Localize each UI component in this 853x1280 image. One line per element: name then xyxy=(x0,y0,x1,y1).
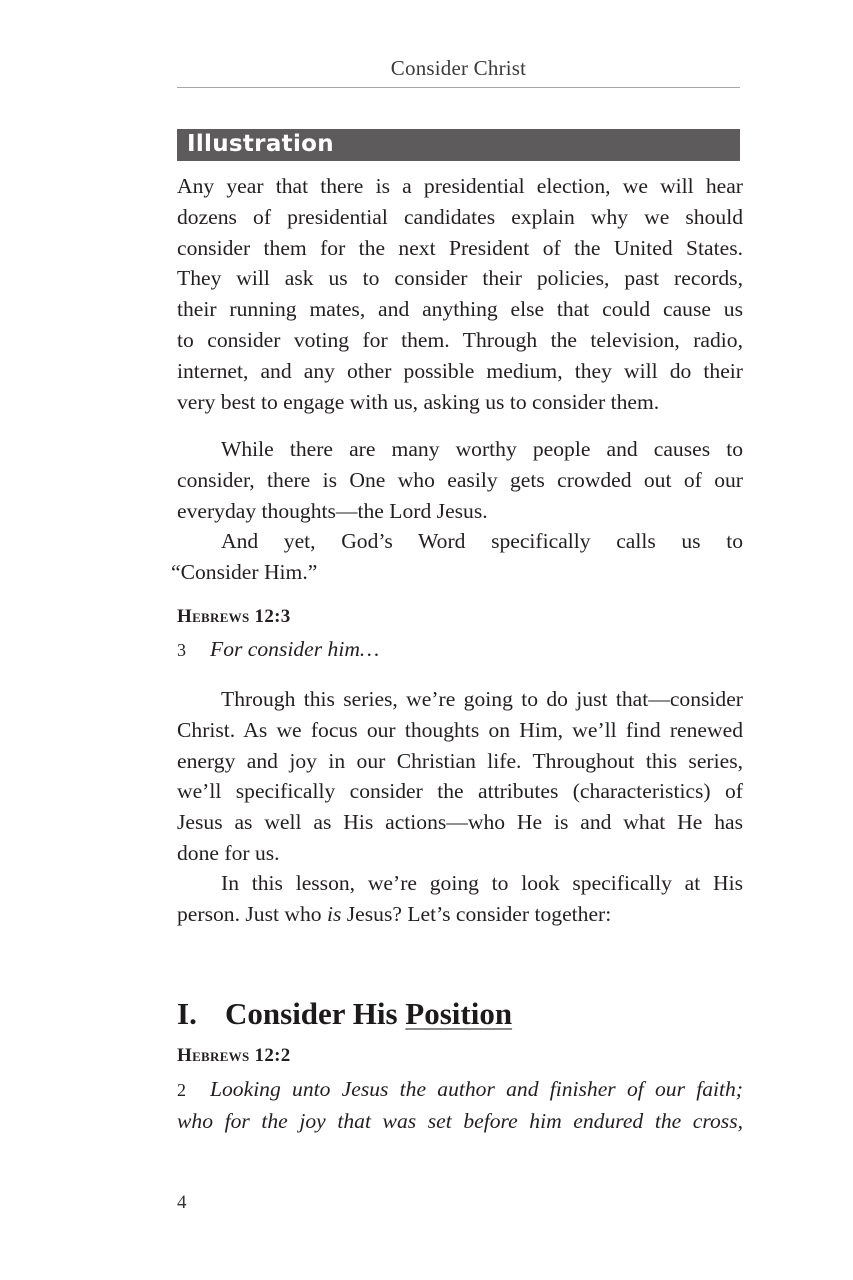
section-title: Consider His xyxy=(225,996,406,1031)
running-head: Consider Christ xyxy=(390,56,527,80)
verse-text: For consider him… xyxy=(210,637,380,661)
text-line: “Consider Him.” xyxy=(171,559,318,584)
text-line xyxy=(177,1074,743,1106)
illustration-banner xyxy=(177,129,740,161)
text-fragment: Jesus? Let’s consider together: xyxy=(341,901,612,926)
scripture-reference: Hebrews 12:3 xyxy=(177,606,291,627)
paragraph-worthy-causes xyxy=(177,434,743,526)
text-line: who for the joy that was set before him endured the cross, xyxy=(177,1108,743,1133)
section-keyword: Position xyxy=(405,996,513,1031)
text-line: consider, there is One who easily gets crowded out of our xyxy=(177,467,743,492)
text-line: Jesus as well as His actions—who He is and what He has xyxy=(177,810,743,835)
text-line: Any year that there is a presidential election, we will hear xyxy=(177,174,743,198)
text-fragment: person. Just who xyxy=(177,901,327,926)
text-line: internet, and any other possible medium, they will do their xyxy=(177,358,743,383)
verse-text: Looking unto Jesus the author and finisher of our faith; xyxy=(210,1077,743,1101)
text-line: to consider voting for them. Through the television, radio, xyxy=(177,327,743,352)
text-line: In this lesson, we’re going to look specifically at His xyxy=(221,871,743,895)
verse-number: 3 xyxy=(177,640,186,660)
text-line: While there are many worthy people and causes to xyxy=(221,437,743,461)
text-line: energy and joy in our Christian life. Throughout this series, xyxy=(177,748,743,773)
text-line: very best to engage with us, asking us to consider them. xyxy=(177,389,660,414)
paragraph-consider-him xyxy=(171,526,743,588)
text-line: consider them for the next President of the United States. xyxy=(177,235,743,260)
text-line xyxy=(177,899,743,930)
paragraph-series xyxy=(177,684,743,869)
verse-number: 2 xyxy=(177,1080,186,1100)
page-number: 4 xyxy=(177,1192,187,1213)
illustration-label: Illustration xyxy=(187,131,334,157)
scripture-reference: Hebrews 12:2 xyxy=(177,1045,291,1066)
text-line: Through this series, we’re going to do just that—consider xyxy=(221,687,743,711)
header-rule xyxy=(177,87,740,88)
text-line: And yet, God’s Word specifically calls us to xyxy=(221,529,743,553)
scripture-verse xyxy=(177,634,743,666)
section-heading xyxy=(177,996,512,1032)
text-line: done for us. xyxy=(177,840,280,865)
text-line: we’ll specifically consider the attributes (characteristics) of xyxy=(177,779,743,804)
illustration-paragraph xyxy=(177,171,743,417)
scripture-verse xyxy=(177,1074,743,1137)
section-numeral: I. xyxy=(177,996,197,1031)
paragraph-lesson xyxy=(177,868,743,930)
text-line: Christ. As we focus our thoughts on Him, we’ll find renewed xyxy=(177,717,743,742)
text-line: dozens of presidential candidates explain why we should xyxy=(177,204,743,229)
text-line: their running mates, and anything else that could cause us xyxy=(177,297,743,322)
emphasis-text: is xyxy=(326,901,342,926)
text-line: They will ask us to consider their policies, past records, xyxy=(177,266,743,291)
text-line: everyday thoughts—the Lord Jesus. xyxy=(177,498,488,523)
